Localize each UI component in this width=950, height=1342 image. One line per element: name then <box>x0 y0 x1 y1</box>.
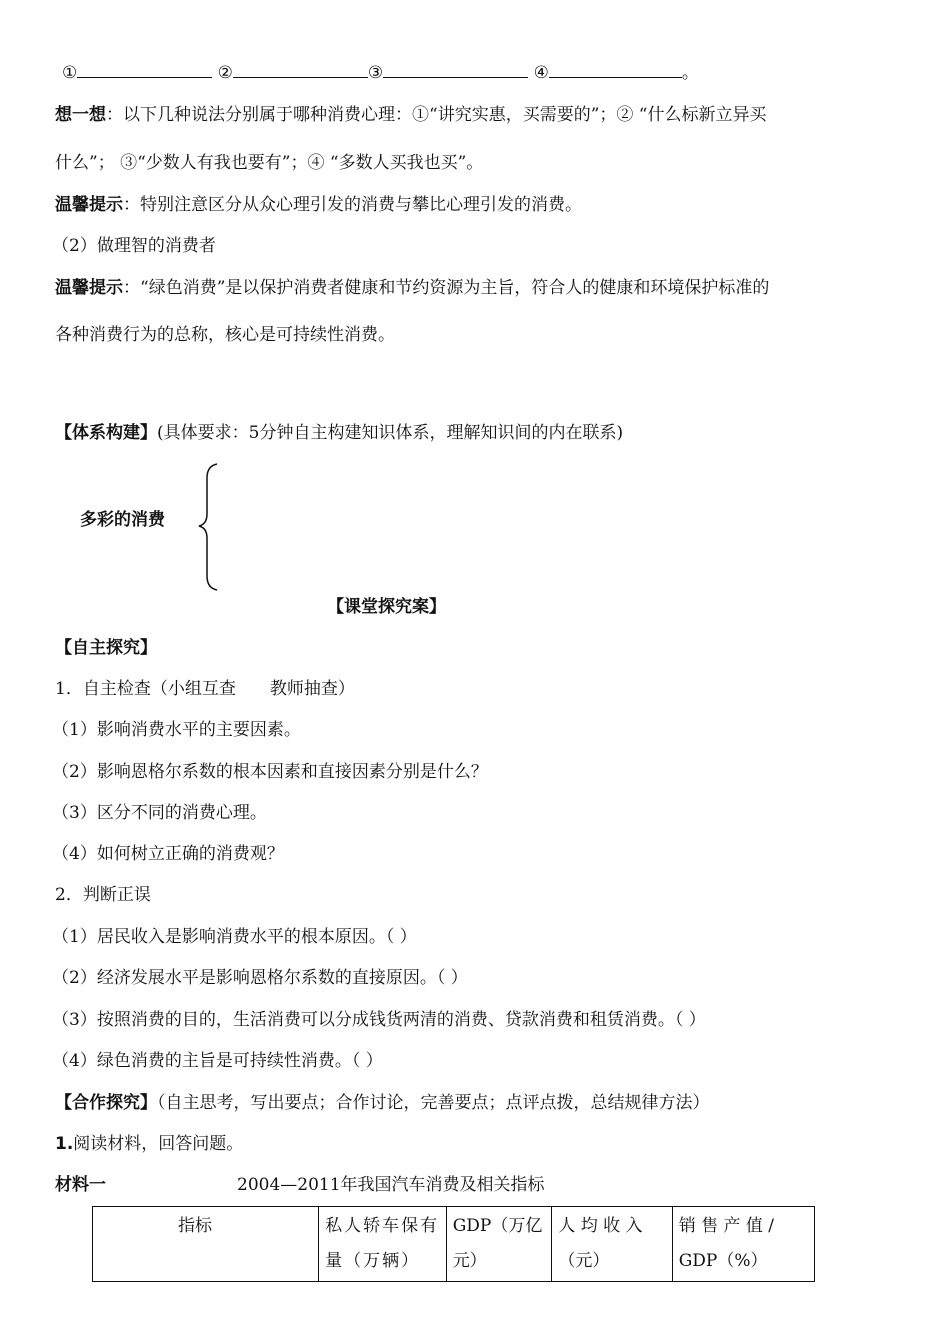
curly-brace-icon <box>195 462 225 592</box>
blank-4-label: ④ <box>533 63 549 83</box>
read-material <box>55 1129 243 1154</box>
header-income: 人 均 收 入（元） <box>552 1207 672 1282</box>
item-rational-consumer: （2）做理智的消费者 <box>52 236 216 256</box>
material-line <box>55 1170 106 1195</box>
tip-1-label: 温馨提示 <box>55 195 123 215</box>
answer-blanks-line <box>62 58 699 83</box>
blank-2-label: ② <box>217 63 233 83</box>
tip-2-line-2 <box>55 320 395 345</box>
answer-blank-3[interactable] <box>383 61 528 78</box>
tip-1-text: ：特别注意区分从众心理引发的消费与攀比心理引发的消费。 <box>123 195 582 215</box>
self-study-heading: 【自主探究】 <box>55 638 157 658</box>
think-line-2 <box>55 148 483 173</box>
tip-2-text-1: ：“绿色消费”是以保护消费者健康和节约资源为主旨，符合人的健康和环境保护标准的 <box>123 278 770 298</box>
self-check: 1．自主检查（小组互查 教师抽查） <box>55 679 355 699</box>
judge-heading: 2．判断正误 <box>55 885 151 905</box>
think-label: 想一想 <box>55 105 106 125</box>
check-item-3: （3）区分不同的消费心理。 <box>52 803 267 823</box>
coop-label: 【合作探究】 <box>55 1093 157 1113</box>
system-build-label: 【体系构建】 <box>55 423 157 443</box>
tip-1 <box>55 190 582 215</box>
tip-2-label: 温馨提示 <box>55 278 123 298</box>
material-title: 2004—2011年我国汽车消费及相关指标 <box>237 1175 545 1195</box>
header-gdp: GDP（万亿元） <box>446 1207 552 1282</box>
read-text: 阅读材料，回答问题。 <box>73 1134 244 1154</box>
judge-item-1: （1）居民收入是影响消费水平的根本原因。（ ） <box>52 927 417 947</box>
check-item-2: （2）影响恩格尔系数的根本因素和直接因素分别是什么？ <box>52 762 488 782</box>
diagram-root: 多彩的消费 <box>80 510 165 530</box>
blanks-end: 。 <box>681 63 699 83</box>
check-item-4: （4）如何树立正确的消费观？ <box>52 844 284 864</box>
material-label: 材料一 <box>55 1175 106 1195</box>
header-private-cars: 私人轿车保有量（万辆） <box>319 1207 447 1282</box>
tip-2-text-2: 各种消费行为的总称，核心是可持续性消费。 <box>55 325 395 345</box>
judge-item-4: （4）绿色消费的主旨是可持续性消费。（ ） <box>52 1051 383 1071</box>
read-num: 1. <box>55 1134 74 1154</box>
think-text-2: 什么”； ③“少数人有我也要有”；④ “多数人买我也买”。 <box>55 153 484 173</box>
think-text-1: ：以下几种说法分别属于哪种消费心理：①“讲究实惠，买需要的”；② “什么标新立异买 <box>106 105 767 125</box>
classroom-title: 【课堂探究案】 <box>327 597 446 617</box>
check-item-1: （1）影响消费水平的主要因素。 <box>52 720 301 740</box>
indicator-table <box>92 1206 815 1282</box>
system-build <box>55 418 623 443</box>
answer-blank-2[interactable] <box>233 61 368 78</box>
header-sales-gdp: 销 售 产 值 / GDP（%） <box>672 1207 814 1282</box>
blank-1-label: ① <box>62 63 78 83</box>
coop-study <box>55 1088 710 1113</box>
tip-2-line-1 <box>55 273 769 298</box>
table-header-row <box>93 1207 815 1282</box>
answer-blank-1[interactable] <box>77 61 212 78</box>
judge-item-3: （3）按照消费的目的，生活消费可以分成钱货两清的消费、贷款消费和租赁消费。（ ） <box>52 1010 706 1030</box>
coop-text: （自主思考，写出要点；合作讨论，完善要点；点评点拨，总结规律方法） <box>157 1093 710 1113</box>
header-indicator: 指标 <box>93 1207 319 1282</box>
blank-3-label: ③ <box>367 63 384 83</box>
system-build-text: (具体要求：5分钟自主构建知识体系，理解知识间的内在联系) <box>157 423 624 443</box>
think-line-1 <box>55 100 766 125</box>
judge-item-2: （2）经济发展水平是影响恩格尔系数的直接原因。（ ） <box>52 968 468 988</box>
answer-blank-4[interactable] <box>549 61 682 78</box>
